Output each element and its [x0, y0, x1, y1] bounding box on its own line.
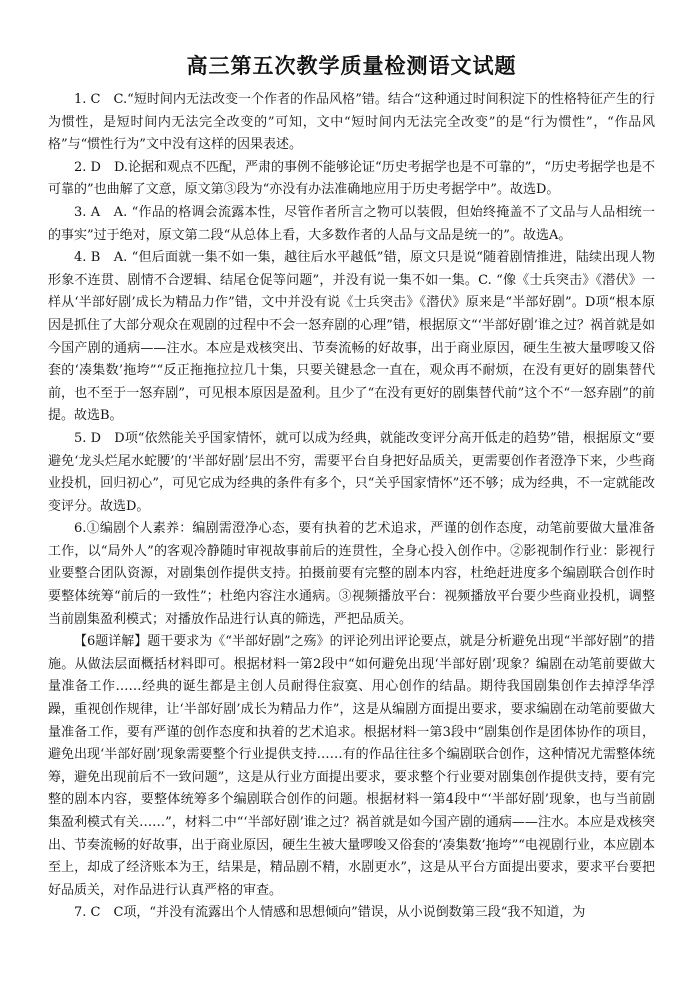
document-title: 高三第五次教学质量检测语文试题 [186, 53, 517, 78]
answer-5: 5. D D项“依然能关乎国家情怀，就可以成为经典，就能改变评分高开低走的趋势”错，根据原文“要避免‘龙头烂尾水蛇腰’的‘半部好剧’层出不穷，需要平台自身把好品质关，更需要创作者澄净下来，少些商业投机，回归初心”，可见它成为经典的条件有多个，只“关乎国家情怀”还不够；成为经典，不一定就能改变评分。故选D。 [48, 430, 655, 514]
answer-7: 7. C C项，“并没有流露出个人情感和思想倾向”错误，从小说倒数第三段“我不知道，为 [74, 905, 586, 921]
answer-6-explanation: 【6题详解】题干要求为《“半部好剧”之殇》的评论列出评论要点，就是分析避免出现“半部好剧”的措施。从做法层面概括材料即可。根据材料一第2段中“如何避免出现‘半部好剧’现象？编剧在动笔前要做大量准备工作……经典的诞生都是主创人员耐得住寂寞、用心创作的结晶。期待我国剧集创作去掉浮华浮躁，重视创作规律，让‘半部好剧’成长为精品力作”，这是从编剧方面提出要求，要求编剧在动笔前要做大量准备工作，要有严谨的创作态度和执着的艺术追求。根据材料一第3段中“剧集创作是团体协作的项目，避免出现‘半部好剧’现象需要整个行业提供支持……有的作品往往多个编剧联合创作，这种情况尤需整体统筹，避免出现前后不一致问题”，这是从行业方面提出要求，要求整个行业要对剧集创作提供支持，要有完整的剧本内容，要整体统筹多个编剧联合创作的问题。根据材料一第4段中“‘半部好剧’现象，也与当前剧集盈利模式有关……”，材料二中“‘半部好剧’谁之过？祸首就是如今国产剧的通病——注水。本应是戏核突出、节奏流畅的好故事，出于商业原因，硬生生被大量啰唆又俗套的‘凑集数’拖垮”“电视剧行业，本应剧本至上，却成了经济账本为王，结果是，精品剧不精，水剧更水”，这是从平台方面提出要求，要求平台要把好品质关，对作品进行认真严格的审查。 [48, 634, 655, 898]
answer-3: 3. A A. “作品的格调会流露本性，尽管作者所言之物可以装假，但始终掩盖不了文品与人品相统一的事实”过于绝对，原文第二段“从总体上看，大多数作者的人品与文品是统一的”。故选A。 [48, 204, 655, 243]
answer-4: 4. B A. “但后面就一集不如一集，越往后水平越低”错，原文只是说“随着剧情推进，陆续出现人物形象不连贯、剧情不合逻辑、结尾仓促等问题”，并没有说一集不如一集。C. “像《士兵突击》《潜伏》一样从‘半部好剧’成长为精品力作”错，文中并没有说《士兵突击》《潜伏》原来是“半部好剧”。D项“根本原因是抓住了大部分观众在观剧的过程中不会一怒弃剧的心理”错，根据原文“‘半部好剧’谁之过？祸首就是如今国产剧的通病——注水。本应是戏核突出、节奏流畅的好故事，出于商业原因，硬生生被大量啰唆又俗套的‘凑集数’拖垮”“反正拖拖拉拉几十集，只要关键悬念一直在，观众再不耐烦，在没有更好的剧集替代前，也不至于一怒弃剧”，可见根本原因是盈利。且少了“在没有更好的剧集替代前”这个不“一怒弃剧”的前提。故选B。 [48, 250, 655, 424]
answer-2: 2. D D.论据和观点不匹配，严肃的事例不能够论证“历史考据学也是不可靠的”，“历史考据学也是不可靠的”也曲解了文意，原文第③段为“亦没有办法准确地应用于历史考据学中”。故选D。 [48, 159, 655, 198]
answer-6: 6.①编剧个人素养：编剧需澄净心态，要有执着的艺术追求，严谨的创作态度，动笔前要做大量准备工作，以“局外人”的客观冷静随时审视故事前后的连贯性，全身心投入创作中。②影视制作行业：影视行业要整合团队资源，对剧集创作提供支持。拍摄前要有完整的剧本内容，杜绝赶进度多个编剧联合创作时要整体统筹“前后的一致性”；杜绝内容注水通病。③视频播放平台：视频播放平台要少些商业投机，调整当前剧集盈利模式；对播放作品进行认真的筛选，严把品质关。 [48, 521, 655, 627]
answer-1: 1. C C.“短时间内无法改变一个作者的作品风格”错。结合“这种通过时间积淀下的性格特征产生的行为惯性，是短时间内无法完全改变的”可知，文中“短时间内无法完全改变”的是“行为惯性”，“作品风格”与“惯性行为”文中没有这样的因果表述。 [48, 92, 655, 153]
